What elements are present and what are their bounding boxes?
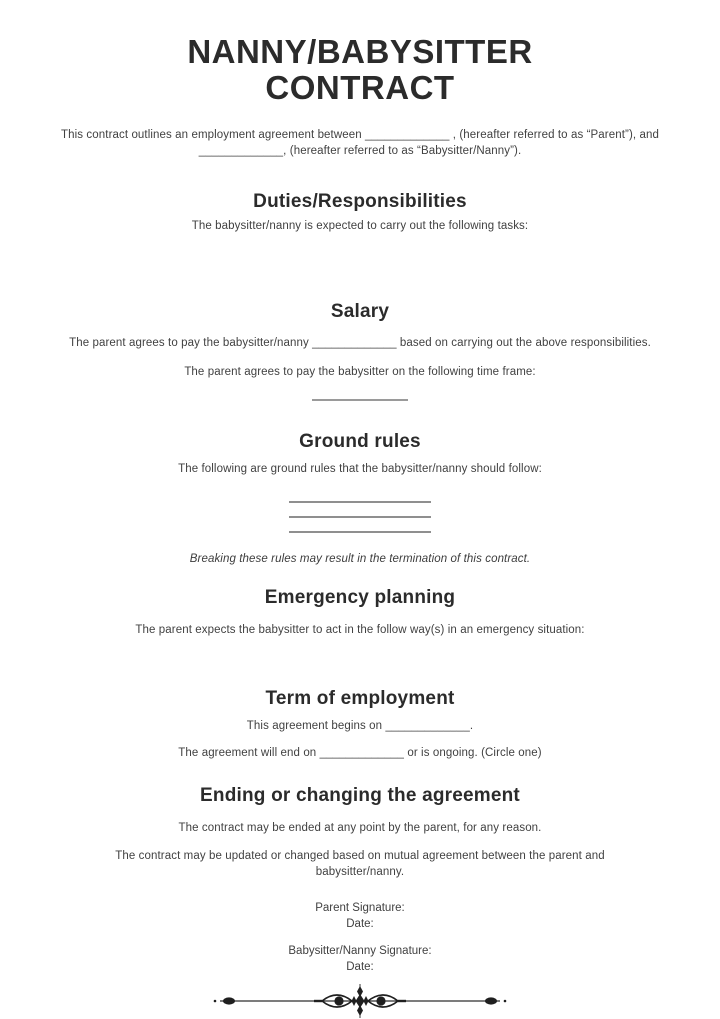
salary-payment-line: The parent agrees to pay the babysitter/nanny _____________ based on carrying out the above responsibilities. xyxy=(69,337,651,349)
section-heading-duties: Duties/Responsibilities xyxy=(253,191,467,212)
nanny-signature-label: Babysitter/Nanny Signature: xyxy=(288,945,432,957)
document-title-line-2: CONTRACT xyxy=(265,69,455,106)
fill-in-line xyxy=(289,531,431,533)
section-heading-emergency: Emergency planning xyxy=(264,587,456,608)
ending-termination-line: The contract may be ended at any point by the parent, for any reason. xyxy=(178,822,542,834)
section-heading-term: Term of employment xyxy=(265,688,455,709)
termination-note: Breaking these rules may result in the termination of this contract. xyxy=(189,553,531,565)
emergency-description: The parent expects the babysitter to act in the follow way(s) in an emergency situation: xyxy=(135,624,585,636)
parent-date-label: Date: xyxy=(346,918,374,930)
nanny-signature-block xyxy=(48,943,672,975)
ending-update-line: The contract may be updated or changed based on mutual agreement between the parent and babysitter/nanny. xyxy=(115,850,605,878)
document-title xyxy=(48,34,672,106)
parent-signature-block xyxy=(48,900,672,932)
term-begin-line: This agreement begins on _____________. xyxy=(246,720,474,732)
ground-rules-fill-in-lines xyxy=(48,501,672,533)
timeframe-fill-in-line xyxy=(312,399,408,401)
section-heading-ending: Ending or changing the agreement xyxy=(200,785,520,806)
duties-description: The babysitter/nanny is expected to carry out the following tasks: xyxy=(191,220,529,232)
section-heading-ground-rules: Ground rules xyxy=(299,431,421,452)
ornament-flourish-icon xyxy=(210,984,510,1018)
ornamental-divider xyxy=(48,984,672,1018)
nanny-date-label: Date: xyxy=(346,961,374,973)
parent-signature-label: Parent Signature: xyxy=(315,902,405,914)
ground-rules-description: The following are ground rules that the babysitter/nanny should follow: xyxy=(178,463,542,475)
section-heading-salary: Salary xyxy=(330,301,390,322)
intro-paragraph: This contract outlines an employment agreement between _____________ , (hereafter referred to as “Parent”), and _____________, (hereafter referred to as “Babysitter/Nanny”). xyxy=(61,129,659,157)
document-title-line-1: NANNY/BABYSITTER xyxy=(187,33,533,70)
term-end-line: The agreement will end on _____________ or is ongoing. (Circle one) xyxy=(178,747,542,759)
salary-timeframe-line: The parent agrees to pay the babysitter on the following time frame: xyxy=(184,366,536,378)
fill-in-line xyxy=(289,516,431,518)
fill-in-line xyxy=(289,501,431,503)
